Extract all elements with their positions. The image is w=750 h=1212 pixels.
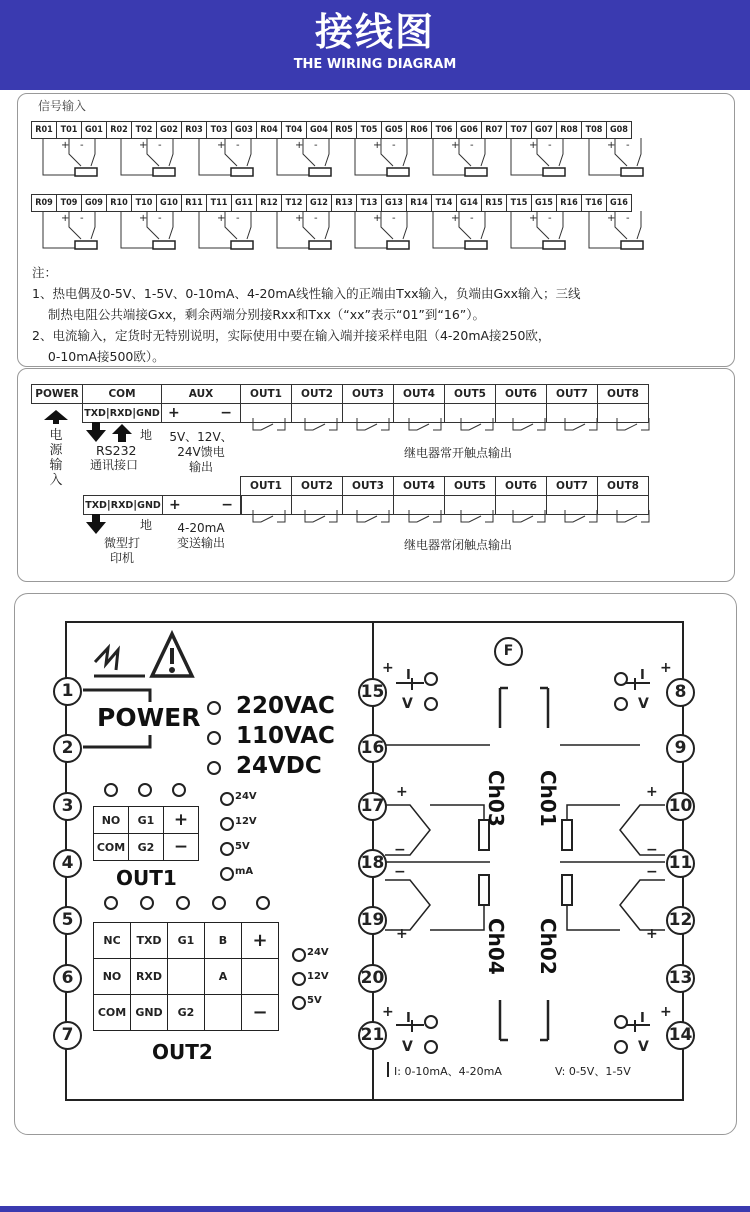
option-dot — [220, 842, 234, 856]
voltage-24: 24VDC — [236, 753, 322, 779]
plus-sign: + — [607, 140, 616, 151]
terminal-dot — [176, 896, 190, 910]
option-label: 24V — [307, 947, 329, 958]
option-dot — [220, 867, 234, 881]
i-label: I — [406, 668, 411, 683]
signal-terminal: R16 — [557, 195, 582, 212]
plus-sign: + — [607, 213, 616, 224]
signal-terminal: T09 — [57, 195, 82, 212]
option-dot — [220, 792, 234, 806]
plus-sign: + — [168, 405, 180, 421]
out-terminal: OUT5 — [445, 477, 496, 496]
channel-ch01: Ch01 — [536, 770, 560, 827]
out-terminal: OUT6 — [496, 477, 547, 496]
input-dot — [424, 1015, 438, 1029]
note-line: 1、热电偶及0-5V、1-5V、0-10mA、4-20mA线性输入的正端由Txx输入，负端由Gxx输入；三线 — [32, 286, 581, 301]
terminal-number: 4 — [53, 849, 82, 878]
input-dot — [424, 672, 438, 686]
plus-sign: + — [529, 213, 538, 224]
plus-sign: + — [451, 213, 460, 224]
terminal-number: 2 — [53, 734, 82, 763]
signal-terminal: G09 — [82, 195, 107, 212]
minus-sign: - — [236, 213, 240, 224]
signal-terminal: T08 — [582, 122, 607, 139]
power-input-label: 电 源 输 入 — [49, 428, 63, 488]
minus-sign: - — [470, 140, 474, 151]
signal-terminal: R08 — [557, 122, 582, 139]
out2-cell: G1 — [168, 923, 205, 959]
signal-terminal: G11 — [232, 195, 257, 212]
signal-terminal: T11 — [207, 195, 232, 212]
out2-cell: TXD — [131, 923, 168, 959]
terminal-number: 21 — [358, 1021, 387, 1050]
terminal-number: 12 — [666, 906, 695, 935]
minus-sign: - — [626, 213, 630, 224]
signal-terminal: R14 — [407, 195, 432, 212]
signal-input-title: 信号输入 — [38, 99, 87, 113]
option-label: 5V — [307, 995, 322, 1006]
option-dot — [292, 972, 306, 986]
terminal-dot — [104, 783, 118, 797]
com-terminal: COM — [83, 385, 162, 404]
gnd-pin: GND — [137, 500, 161, 511]
signal-terminal: G07 — [532, 122, 557, 139]
signal-terminal: R15 — [482, 195, 507, 212]
fuse-icon: F — [494, 637, 523, 666]
signal-terminal: T05 — [357, 122, 382, 139]
note-line: 制热电阻公共端接Gxx，剩余两端分别接Rxx和Txx（“xx”表示“01”到“16”）。 — [32, 307, 485, 322]
input-dot — [614, 1015, 628, 1029]
signal-terminal: G06 — [457, 122, 482, 139]
rxd-pin: RXD — [110, 500, 134, 511]
signal-terminal: T07 — [507, 122, 532, 139]
signal-terminal: G02 — [157, 122, 182, 139]
minus-sign: - — [80, 213, 84, 224]
signal-terminal: R06 — [407, 122, 432, 139]
signal-terminal: T02 — [132, 122, 157, 139]
footer-bar — [0, 1206, 750, 1212]
terminal-number: 5 — [53, 906, 82, 935]
plus-sign: + — [373, 140, 382, 151]
terminal-dot — [138, 783, 152, 797]
i-label: I — [406, 1011, 411, 1026]
io-terminal-com2: TXD|RXD|GND + − — [83, 495, 242, 515]
power-label: POWER — [97, 703, 201, 732]
signal-terminal: T03 — [207, 122, 232, 139]
signal-terminal: T15 — [507, 195, 532, 212]
note-line: 2、电流输入，定货时无特别说明，实际使用中要在输入端并接采样电阻（4-20mA接250欧， — [32, 328, 551, 343]
plus-sign: + — [451, 140, 460, 151]
signal-terminal: R01 — [32, 122, 57, 139]
out-terminal: OUT4 — [394, 385, 445, 404]
minus-sign: − — [220, 405, 232, 421]
v-label: V — [638, 1039, 649, 1055]
terminal-number: 6 — [53, 964, 82, 993]
note-line: 0-10mA接500欧）。 — [32, 349, 165, 364]
terminal-number: 14 — [666, 1021, 695, 1050]
input-dot — [614, 1040, 628, 1054]
terminal-number: 9 — [666, 734, 695, 763]
terminal-number: 13 — [666, 964, 695, 993]
out2-cell: G2 — [168, 995, 205, 1031]
option-label: 5V — [235, 841, 250, 852]
plus-sign: + — [529, 140, 538, 151]
signal-terminal: G12 — [307, 195, 332, 212]
signal-terminal: G16 — [607, 195, 632, 212]
signal-terminal: R03 — [182, 122, 207, 139]
plus-sign: + — [373, 213, 382, 224]
plus-sign: + — [61, 140, 70, 151]
input-dot — [424, 697, 438, 711]
out2-cell — [242, 959, 279, 995]
out2-label: OUT2 — [152, 1040, 213, 1064]
signal-terminal: R09 — [32, 195, 57, 212]
signal-terminal: R05 — [332, 122, 357, 139]
out-terminal: OUT3 — [343, 385, 394, 404]
minus-sign: - — [470, 213, 474, 224]
terminal-dot — [140, 896, 154, 910]
option-dot — [292, 996, 306, 1010]
plus-sign: + — [295, 213, 304, 224]
signal-terminal: T13 — [357, 195, 382, 212]
out-terminal: OUT1 — [241, 477, 292, 496]
signal-terminal: R10 — [107, 195, 132, 212]
voltage-110: 110VAC — [236, 723, 335, 749]
channel-ch03: Ch03 — [484, 770, 508, 827]
gnd-pin: GND — [136, 408, 160, 419]
out2-terminal-block — [93, 922, 279, 1031]
out-terminal: OUT7 — [547, 477, 598, 496]
out-terminal: OUT5 — [445, 385, 496, 404]
terminal-number: 3 — [53, 792, 82, 821]
plus-sign: + — [217, 140, 226, 151]
signal-terminal: G04 — [307, 122, 332, 139]
signal-terminal: G15 — [532, 195, 557, 212]
minus-sign: − — [646, 842, 658, 858]
terminal-number: 20 — [358, 964, 387, 993]
terminal-dot — [172, 783, 186, 797]
minus-sign: - — [548, 140, 552, 151]
signal-terminal: G10 — [157, 195, 182, 212]
out2-cell: GND — [131, 995, 168, 1031]
comm-interface-label: 通讯接口 — [90, 458, 139, 472]
page-title: 接线图 — [314, 10, 435, 54]
minus-sign: − — [221, 497, 233, 513]
out2-cell: A — [205, 959, 242, 995]
plus-sign: + — [217, 213, 226, 224]
out2-cell: NO — [94, 959, 131, 995]
input-dot — [614, 697, 628, 711]
txd-pin: TXD — [85, 500, 107, 511]
ground-label: 地 — [140, 428, 153, 442]
option-label: mA — [235, 866, 254, 877]
out1-label: OUT1 — [116, 866, 177, 890]
signal-terminal: T04 — [282, 122, 307, 139]
out-terminal: OUT2 — [292, 477, 343, 496]
out1-terminal-block — [93, 806, 199, 861]
out1-cell: G1 — [129, 807, 164, 834]
plus-sign: + — [396, 784, 408, 800]
out2-cell — [168, 959, 205, 995]
out2-cell: NC — [94, 923, 131, 959]
plus-sign: + — [61, 213, 70, 224]
signal-terminal: G13 — [382, 195, 407, 212]
rxd-pin: RXD — [109, 408, 133, 419]
out1-cell: NO — [94, 807, 129, 834]
terminal-dot — [104, 896, 118, 910]
minus-sign: - — [158, 213, 162, 224]
signal-terminal: T14 — [432, 195, 457, 212]
out2-cell — [205, 995, 242, 1031]
signal-terminal: R04 — [257, 122, 282, 139]
minus-sign: − — [646, 864, 658, 880]
signal-terminal: R11 — [182, 195, 207, 212]
signal-terminal: G05 — [382, 122, 407, 139]
nc-contact-label: 继电器常闭触点输出 — [403, 538, 512, 552]
plus-sign: + — [660, 1004, 672, 1020]
option-dot — [220, 817, 234, 831]
signal-terminal: R02 — [107, 122, 132, 139]
signal-terminal: T16 — [582, 195, 607, 212]
channel-ch02: Ch02 — [536, 918, 560, 975]
no-contact-label: 继电器常开触点输出 — [403, 446, 512, 460]
plus-sign: + — [396, 926, 408, 942]
plus-sign: + — [169, 497, 181, 513]
out1-cell: − — [164, 834, 199, 861]
out1-cell: G2 — [129, 834, 164, 861]
v-label: V — [402, 696, 413, 712]
out1-cell: + — [164, 807, 199, 834]
minus-sign: - — [392, 213, 396, 224]
terminal-number: 16 — [358, 734, 387, 763]
legend-current: I: 0-10mA、4-20mA — [394, 1065, 502, 1078]
out2-cell: + — [242, 923, 279, 959]
signal-terminal: R07 — [482, 122, 507, 139]
terminal-dot — [212, 896, 226, 910]
input-dot — [614, 672, 628, 686]
out-terminal: OUT3 — [343, 477, 394, 496]
txd-pin: TXD — [84, 408, 106, 419]
minus-sign: - — [626, 140, 630, 151]
minus-sign: − — [394, 842, 406, 858]
out-terminal: OUT7 — [547, 385, 598, 404]
out-terminal: OUT1 — [241, 385, 292, 404]
minus-sign: - — [314, 140, 318, 151]
plus-sign: + — [382, 660, 394, 676]
ground-label: 地 — [140, 518, 153, 532]
channel-ch04: Ch04 — [484, 918, 508, 975]
plus-sign: + — [646, 784, 658, 800]
signal-terminal: T10 — [132, 195, 157, 212]
i-label: I — [640, 668, 645, 683]
legend-voltage: V: 0-5V、1-5V — [555, 1065, 631, 1078]
input-dot — [424, 1040, 438, 1054]
out2-cell: − — [242, 995, 279, 1031]
out2-cell: B — [205, 923, 242, 959]
out2-cell: RXD — [131, 959, 168, 995]
i-label: I — [640, 1011, 645, 1026]
v-label: V — [638, 696, 649, 712]
terminal-number: 7 — [53, 1021, 82, 1050]
out-terminal: OUT6 — [496, 385, 547, 404]
plus-sign: + — [139, 140, 148, 151]
signal-terminal: R12 — [257, 195, 282, 212]
out1-cell: COM — [94, 834, 129, 861]
option-label: 12V — [307, 971, 329, 982]
signal-terminal: T12 — [282, 195, 307, 212]
note-line: 注： — [32, 265, 58, 280]
terminal-number: 18 — [358, 849, 387, 878]
minus-sign: - — [236, 140, 240, 151]
signal-terminal: G14 — [457, 195, 482, 212]
lightning-icon — [94, 634, 192, 676]
signal-terminal: T06 — [432, 122, 457, 139]
minus-sign: - — [548, 213, 552, 224]
power-terminal: POWER — [32, 385, 83, 404]
out-terminal: OUT8 — [598, 477, 649, 496]
rs232-label: RS232 — [96, 443, 137, 458]
plus-sign: + — [382, 1004, 394, 1020]
out-terminal: OUT4 — [394, 477, 445, 496]
terminal-number: 1 — [53, 677, 82, 706]
out2-cell: COM — [94, 995, 131, 1031]
minus-sign: - — [158, 140, 162, 151]
terminal-number: 10 — [666, 792, 695, 821]
terminal-number: 17 — [358, 792, 387, 821]
signal-terminal: T01 — [57, 122, 82, 139]
terminal-number: 11 — [666, 849, 695, 878]
terminal-number: 19 — [358, 906, 387, 935]
out-terminal: OUT2 — [292, 385, 343, 404]
signal-terminal: G08 — [607, 122, 632, 139]
plus-sign: + — [646, 926, 658, 942]
voltage-dot — [207, 731, 221, 745]
terminal-number: 8 — [666, 678, 695, 707]
terminal-dot — [256, 896, 270, 910]
terminal-number: 15 — [358, 678, 387, 707]
v-label: V — [402, 1039, 413, 1055]
printer-label: 微型打 印机 — [103, 536, 140, 565]
voltage-dot — [207, 761, 221, 775]
minus-sign: - — [80, 140, 84, 151]
aux-terminal: AUX — [162, 385, 241, 404]
minus-sign: - — [392, 140, 396, 151]
plus-sign: + — [139, 213, 148, 224]
option-label: 12V — [235, 816, 257, 827]
voltage-220: 220VAC — [236, 693, 335, 719]
signal-terminal: R13 — [332, 195, 357, 212]
plus-sign: + — [660, 660, 672, 676]
voltage-dot — [207, 701, 221, 715]
aux-feed-label: 5V、12V、 24V馈电 输出 — [169, 430, 233, 474]
out-terminal: OUT8 — [598, 385, 649, 404]
minus-sign: − — [394, 864, 406, 880]
signal-terminal: G01 — [82, 122, 107, 139]
plus-sign: + — [295, 140, 304, 151]
option-dot — [292, 948, 306, 962]
option-label: 24V — [235, 791, 257, 802]
transmit-output-label: 4-20mA 变送输出 — [176, 521, 225, 550]
page-subtitle: THE WIRING DIAGRAM — [293, 57, 457, 72]
minus-sign: - — [314, 213, 318, 224]
signal-terminal: G03 — [232, 122, 257, 139]
io-terminal-header: POWER COM AUX OUT1 OUT2 OUT3 OUT4 OUT5 OUT6 OUT7 OUT8 TXD|RXD|GND + − — [31, 384, 649, 423]
